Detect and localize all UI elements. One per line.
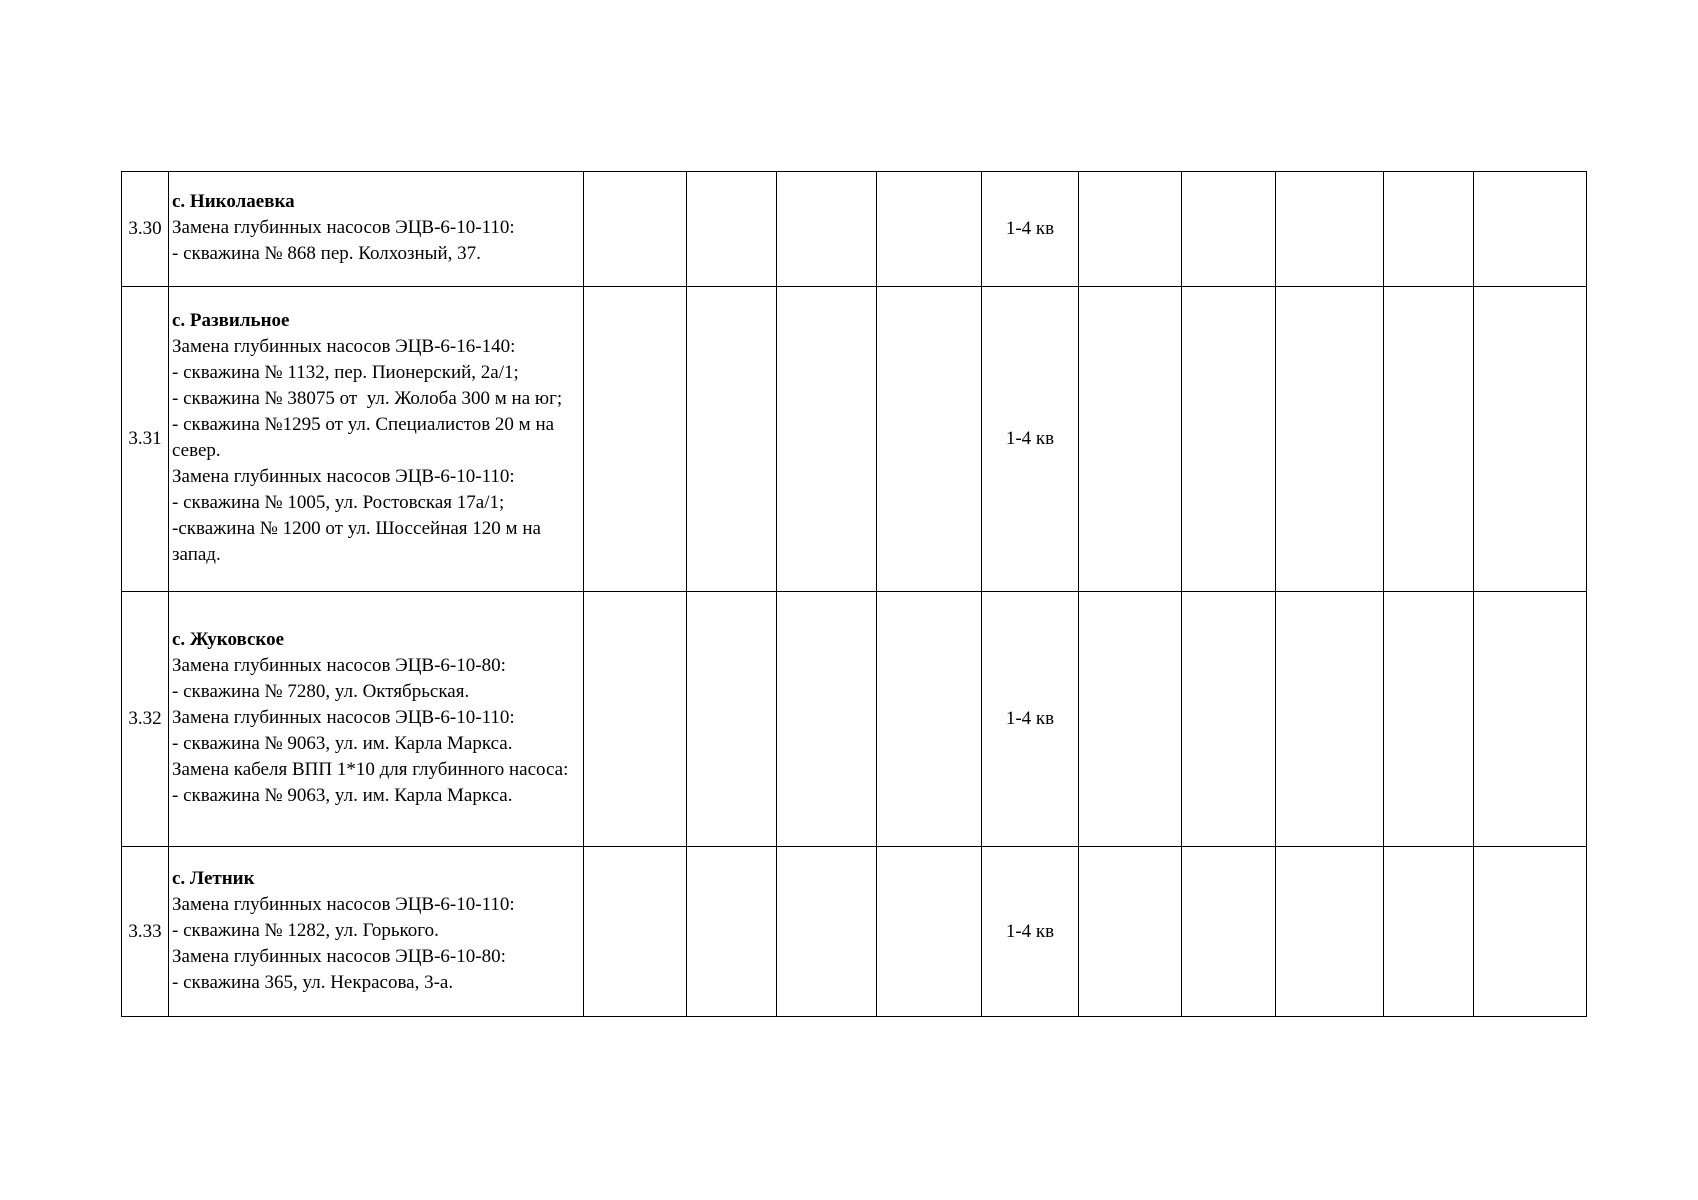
description-line: Замена глубинных насосов ЭЦВ-6-10-110: bbox=[172, 466, 515, 487]
empty-cell bbox=[1182, 287, 1276, 592]
table-row bbox=[122, 592, 1587, 847]
empty-cell bbox=[1276, 592, 1384, 847]
empty-cell bbox=[877, 287, 982, 592]
empty-cell bbox=[1182, 847, 1276, 1017]
empty-cell bbox=[1276, 847, 1384, 1017]
empty-cell bbox=[1474, 847, 1587, 1017]
description-line: Замена глубинных насосов ЭЦВ-6-10-110: bbox=[172, 893, 515, 915]
table-row bbox=[122, 287, 1587, 592]
term-cell: 1-4 кв bbox=[982, 287, 1079, 592]
description-line: Замена глубинных насосов ЭЦВ-6-10-80: bbox=[172, 655, 506, 676]
description-line: - скважина № 38075 от ул. Жолоба 300 м на юг; bbox=[172, 388, 563, 409]
empty-cell bbox=[1182, 592, 1276, 847]
empty-cell bbox=[1079, 847, 1182, 1017]
empty-cell bbox=[687, 287, 777, 592]
table-row bbox=[122, 847, 1587, 1017]
empty-cell bbox=[1079, 172, 1182, 287]
works-table bbox=[121, 171, 1587, 1017]
locality-name: с. Развильное bbox=[172, 310, 290, 331]
table-row bbox=[122, 172, 1587, 287]
empty-cell bbox=[877, 847, 982, 1017]
empty-cell bbox=[877, 592, 982, 847]
row-number: 3.32 bbox=[122, 592, 169, 847]
description-line: Замена глубинных насосов ЭЦВ-6-16-140: bbox=[172, 336, 516, 357]
description-line: Замена глубинных насосов ЭЦВ-6-10-110: bbox=[172, 217, 515, 238]
description-line: - скважина № 7280, ул. Октябрьская. bbox=[172, 681, 470, 702]
empty-cell bbox=[1474, 172, 1587, 287]
description-line: Замена глубинных насосов ЭЦВ-6-10-80: bbox=[172, 945, 506, 967]
description-line: Замена кабеля ВПП 1*10 для глубинного насоса: bbox=[172, 759, 569, 780]
row-number: 3.33 bbox=[122, 847, 169, 1017]
description-line: - скважина №1295 от ул. Специалистов 20 м на север. bbox=[172, 414, 559, 461]
description-line: - скважина № 1005, ул. Ростовская 17а/1; bbox=[172, 492, 505, 513]
empty-cell bbox=[687, 592, 777, 847]
term-cell: 1-4 кв bbox=[982, 592, 1079, 847]
locality-name: с. Николаевка bbox=[172, 191, 295, 212]
empty-cell bbox=[1079, 287, 1182, 592]
term-cell: 1-4 кв bbox=[982, 172, 1079, 287]
description-line: - скважина № 1132, пер. Пионерский, 2а/1; bbox=[172, 362, 519, 383]
empty-cell bbox=[1384, 847, 1474, 1017]
work-description bbox=[169, 172, 584, 287]
empty-cell bbox=[1079, 592, 1182, 847]
description-line: - скважина 365, ул. Некрасова, 3-а. bbox=[172, 971, 454, 993]
work-description bbox=[169, 592, 584, 847]
empty-cell bbox=[687, 172, 777, 287]
description-line: Замена глубинных насосов ЭЦВ-6-10-110: bbox=[172, 707, 515, 728]
empty-cell bbox=[584, 847, 687, 1017]
empty-cell bbox=[584, 172, 687, 287]
empty-cell bbox=[1276, 287, 1384, 592]
table-body bbox=[122, 172, 1587, 1017]
empty-cell bbox=[777, 172, 877, 287]
empty-cell bbox=[1276, 172, 1384, 287]
empty-cell bbox=[584, 592, 687, 847]
description-line: - скважина № 9063, ул. им. Карла Маркса. bbox=[172, 733, 513, 754]
description-line: - скважина № 1282, ул. Горького. bbox=[172, 919, 439, 941]
locality-name: с. Жуковское bbox=[172, 629, 285, 650]
empty-cell bbox=[584, 287, 687, 592]
description-line: -скважина № 1200 от ул. Шоссейная 120 м на запад. bbox=[172, 518, 546, 565]
empty-cell bbox=[877, 172, 982, 287]
description-line: - скважина № 9063, ул. им. Карла Маркса. bbox=[172, 785, 513, 806]
term-cell: 1-4 кв bbox=[982, 847, 1079, 1017]
row-number: 3.30 bbox=[122, 172, 169, 287]
empty-cell bbox=[1384, 287, 1474, 592]
empty-cell bbox=[687, 847, 777, 1017]
empty-cell bbox=[1474, 287, 1587, 592]
empty-cell bbox=[777, 287, 877, 592]
work-description bbox=[169, 287, 584, 592]
empty-cell bbox=[1182, 172, 1276, 287]
locality-name: с. Летник bbox=[172, 867, 255, 889]
empty-cell bbox=[777, 592, 877, 847]
empty-cell bbox=[1474, 592, 1587, 847]
work-description bbox=[169, 847, 584, 1017]
row-number: 3.31 bbox=[122, 287, 169, 592]
empty-cell bbox=[1384, 172, 1474, 287]
empty-cell bbox=[777, 847, 877, 1017]
empty-cell bbox=[1384, 592, 1474, 847]
description-line: - скважина № 868 пер. Колхозный, 37. bbox=[172, 243, 481, 264]
